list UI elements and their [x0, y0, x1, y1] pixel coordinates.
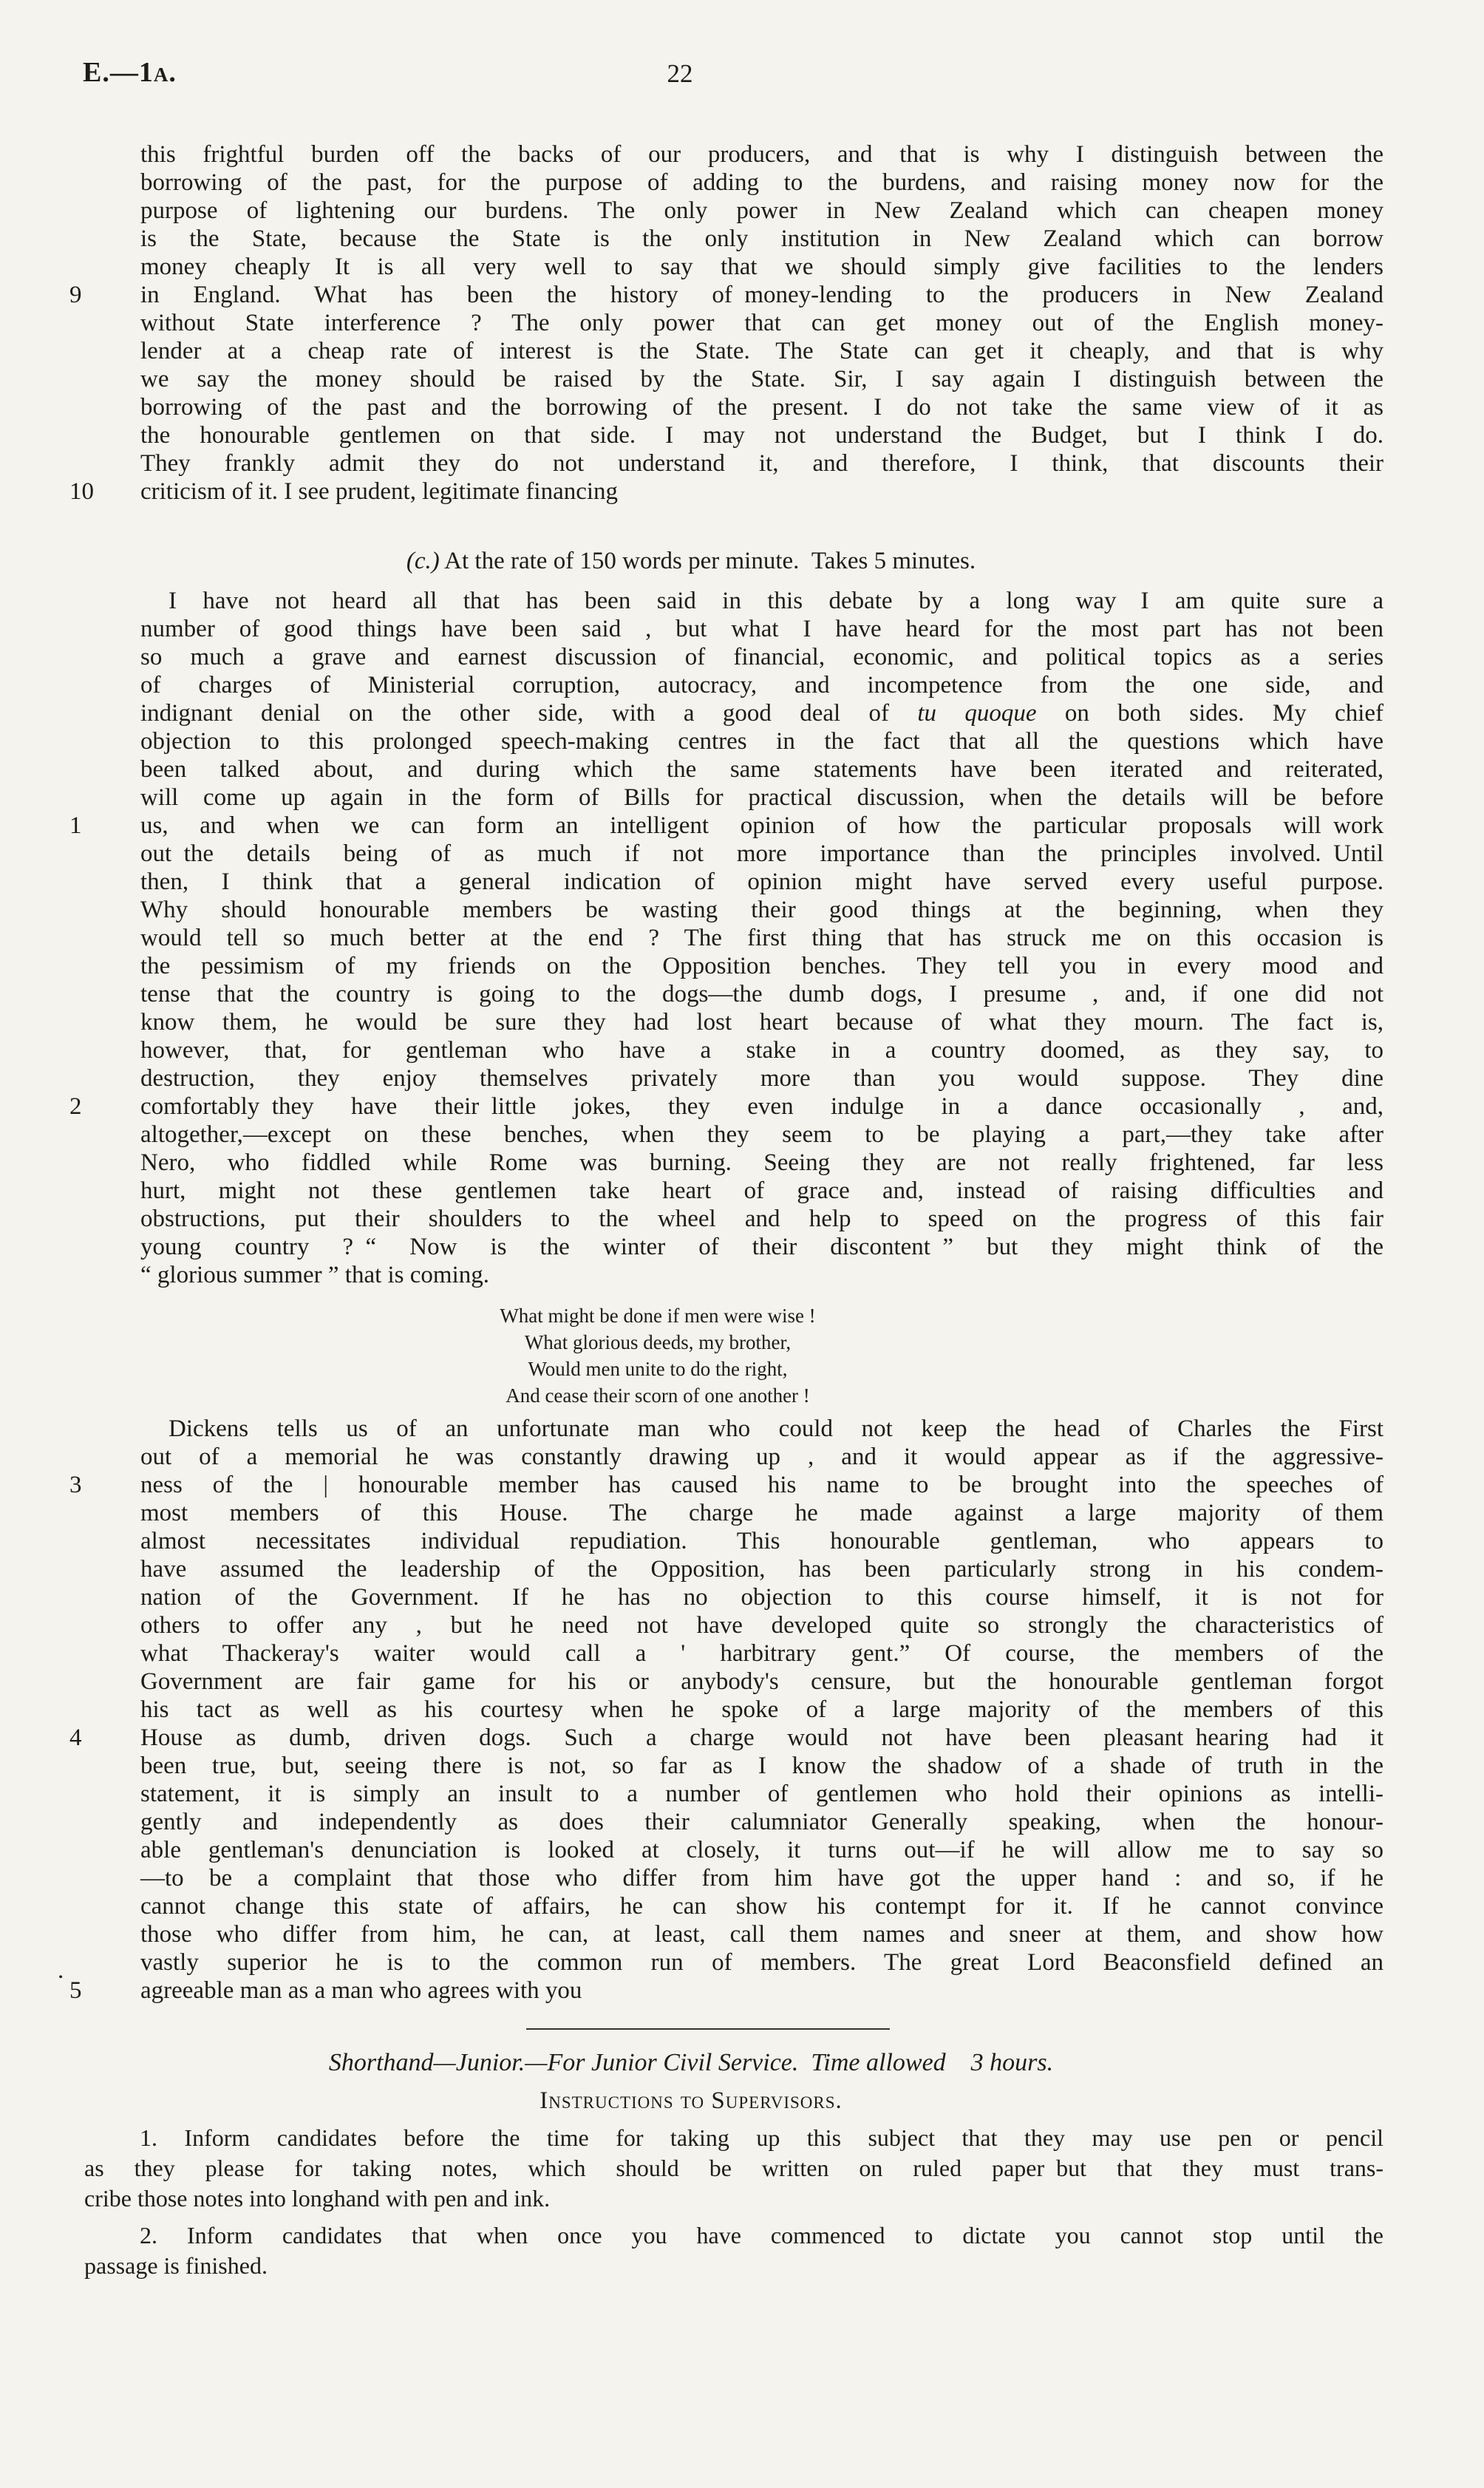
- line-text: Why should honourable members be wasting their good things at the beginning, when they: [140, 897, 1383, 923]
- line-text: agreeable man as a man who agrees with you: [140, 1977, 582, 2004]
- text-line: [69, 477, 1383, 506]
- line-text: nation of the Government. If he has no objection to this course himself, it is not for: [140, 1584, 1383, 1611]
- text-line: [140, 1443, 1383, 1471]
- text-line: [140, 1555, 1383, 1583]
- text-line: [140, 1415, 1383, 1443]
- line-text: been true, but, seeing there is not, so far as I know the shadow of a shade of truth in the: [140, 1753, 1383, 1779]
- text-line: [140, 1752, 1383, 1780]
- text-line: [140, 1499, 1383, 1527]
- text-line: [0, 1356, 1315, 1382]
- line-text: will come up again in the form of Bills for practical discussion, when the details will be before: [140, 784, 1383, 811]
- dictation-passage-c: [69, 587, 1384, 1289]
- line-text: is the State, because the State is the only institution in New Zealand which can borrow: [140, 225, 1383, 252]
- line-text: I have not heard all that has been said in this debate by a long way I am quite sure a: [169, 588, 1383, 614]
- line-text: the honourable gentlemen on that side. I may not understand the Budget, but I think I do.: [140, 422, 1383, 449]
- line-text: And cease their scorn of one another !: [506, 1384, 810, 1407]
- line-text: us, and when we can form an intelligent opinion of how the particular proposals will work: [140, 812, 1383, 839]
- line-text: (c.) At the rate of 150 words per minute. Takes 5 minutes.: [406, 548, 976, 574]
- line-text: objection to this prolonged speech-making centres in the fact that all the questions which have: [140, 728, 1383, 755]
- text-line: [140, 1527, 1383, 1555]
- text-line: [69, 281, 1383, 309]
- text-line: [140, 309, 1383, 337]
- dictation-passage-b-continuation: [69, 140, 1383, 506]
- margin-line-number: 2: [69, 1093, 82, 1120]
- line-text: others to offer any , but he need not have developed quite so strongly the characteristics of: [140, 1612, 1383, 1639]
- line-text: number of good things have been said , but what I have heard for the most part has not been: [140, 616, 1383, 642]
- text-line: [140, 1177, 1383, 1205]
- text-line: [140, 643, 1383, 671]
- text-line: [140, 169, 1383, 197]
- text-line: [140, 1836, 1383, 1864]
- line-text: lender at a cheap rate of interest is the State. The State can get it cheaply, and that is why: [140, 338, 1383, 364]
- text-line: [140, 1639, 1383, 1668]
- text-line: [140, 896, 1383, 924]
- line-text: we say the money should be raised by the State. Sir, I say again I distinguish between the: [140, 366, 1383, 392]
- text-line: [140, 699, 1383, 727]
- line-text: almost necessitates individual repudiation. This honourable gentleman, who appears to: [140, 1528, 1383, 1554]
- text-line: [0, 1382, 1315, 1409]
- line-text: Would men unite to do the right,: [528, 1358, 788, 1380]
- margin-line-number: 1: [69, 812, 82, 839]
- text-line: [140, 1008, 1383, 1036]
- margin-line-number: 5: [69, 1977, 82, 2004]
- text-line: [140, 1149, 1383, 1177]
- text-line: [140, 365, 1383, 393]
- text-line: [140, 755, 1383, 784]
- line-text: destruction, they enjoy themselves privately more than you would suppose. They dine: [140, 1065, 1383, 1092]
- text-line: [84, 2123, 1383, 2153]
- line-text: cribe those notes into longhand with pen and ink.: [84, 2185, 551, 2212]
- line-text: passage is finished.: [84, 2252, 268, 2279]
- text-line: [140, 868, 1383, 896]
- text-line: [140, 1121, 1383, 1149]
- line-text: most members of this House. The charge he made against a large majority of them: [140, 1500, 1383, 1526]
- line-text: 1. Inform candidates before the time for taking up this subject that they may use pen or pencil: [140, 2124, 1383, 2151]
- text-line: [140, 337, 1383, 365]
- instructions-heading: Instructions to Supervisors.: [540, 2087, 843, 2114]
- line-text: however, that, for gentleman who have a stake in a country doomed, as they say, to: [140, 1037, 1383, 1064]
- text-line: [70, 547, 1312, 575]
- line-text: What glorious deeds, my brother,: [524, 1331, 792, 1353]
- text-line: [140, 1611, 1383, 1639]
- text-line: [140, 1948, 1383, 1977]
- line-text: would tell so much better at the end ? The first thing that has struck me on this occasion is: [140, 925, 1383, 951]
- verse-quotation: [0, 1302, 1315, 1409]
- text-line: [84, 2153, 1383, 2183]
- text-line: [140, 1233, 1383, 1261]
- text-line: [84, 2251, 1383, 2281]
- line-text: without State interference ? The only power that can get money out of the English money-: [140, 310, 1383, 336]
- line-text: hurt, might not these gentlemen take heart of grace and, instead of raising difficulties and: [140, 1177, 1383, 1204]
- line-text: Government are fair game for his or anybody's censure, but the honourable gentleman forgot: [140, 1668, 1383, 1695]
- text-line: [140, 840, 1383, 868]
- line-text: what Thackeray's waiter would call a ' harbitrary gent.” Of course, the members of the: [140, 1640, 1383, 1667]
- section-divider-rule: [526, 2028, 890, 2030]
- line-text: this frightful burden off the backs of our producers, and that is why I distinguish between the: [140, 141, 1383, 168]
- line-text: those who differ from him, he can, at least, call them names and sneer at them, and show how: [140, 1921, 1383, 1948]
- line-text: 2. Inform candidates that when once you have commenced to dictate you cannot stop until the: [140, 2222, 1383, 2249]
- line-text: Dickens tells us of an unfortunate man who could not keep the head of Charles the First: [169, 1415, 1383, 1442]
- text-line: [140, 1583, 1383, 1611]
- text-line: [140, 1261, 1383, 1289]
- text-line: [140, 140, 1383, 169]
- scan-artifact-dot: .: [58, 1957, 64, 1984]
- margin-line-number: 4: [69, 1724, 82, 1751]
- text-line: [140, 587, 1383, 615]
- line-text: so much a grave and earnest discussion of financial, economic, and political topics as a series: [140, 644, 1383, 670]
- line-text: borrowing of the past, for the purpose of adding to the burdens, and raising money now for the: [140, 169, 1383, 196]
- line-text: vastly superior he is to the common run of members. The great Lord Beaconsfield defined an: [140, 1949, 1383, 1976]
- text-line: [84, 2183, 1383, 2214]
- document-reference: E.—1a.: [83, 57, 177, 88]
- text-line: [140, 1808, 1383, 1836]
- text-line: [140, 393, 1383, 421]
- line-text: cannot change this state of affairs, he can show his contempt for it. If he cannot convince: [140, 1893, 1383, 1920]
- line-text: young country ? “ Now is the winter of their discontent ” but they might think of the: [140, 1234, 1383, 1260]
- line-text: of charges of Ministerial corruption, autocracy, and incompetence from the one side, and: [140, 672, 1383, 699]
- line-text: “ glorious summer ” that is coming.: [140, 1262, 490, 1288]
- line-text: then, I think that a general indication of opinion might have served every useful purpose.: [140, 869, 1383, 895]
- passage-c-heading: [70, 547, 1312, 575]
- line-text: indignant denial on the other side, with a good deal of tu quoque on both sides. My chief: [140, 700, 1384, 727]
- text-line: [140, 1064, 1383, 1092]
- line-text: have assumed the leadership of the Opposition, has been particularly strong in his condem-: [140, 1556, 1383, 1583]
- line-text: know them, he would be sure they had lost heart because of what they mourn. The fact is,: [140, 1009, 1383, 1036]
- line-text: money cheaply It is all very well to say that we should simply give facilities to the lenders: [140, 254, 1383, 280]
- text-line: [140, 924, 1383, 952]
- line-text: Nero, who fiddled while Rome was burning. Seeing they are not really frightened, far less: [140, 1149, 1383, 1176]
- text-line: [84, 2220, 1383, 2251]
- text-line: [140, 615, 1383, 643]
- margin-line-number: 9: [69, 282, 82, 308]
- text-line: [140, 1920, 1383, 1948]
- text-line: [69, 1977, 1383, 2005]
- text-line: [140, 980, 1383, 1008]
- text-line: [0, 1302, 1315, 1329]
- text-line: [140, 421, 1383, 449]
- text-line: [140, 1668, 1383, 1696]
- text-line: [69, 1092, 1383, 1121]
- text-line: [140, 225, 1383, 253]
- margin-line-number: 3: [69, 1472, 82, 1498]
- line-text: gently and independently as does their calumniator Generally speaking, when the honour-: [140, 1809, 1383, 1835]
- line-text: the pessimism of my friends on the Opposition benches. They tell you in every mood and: [140, 953, 1383, 979]
- line-text: his tact as well as his courtesy when he spoke of a large majority of the members of this: [140, 1696, 1383, 1723]
- text-line: [140, 1864, 1383, 1892]
- line-text: out of a memorial he was constantly drawing up , and it would appear as if the aggressive-: [140, 1444, 1383, 1470]
- text-line: [140, 449, 1383, 477]
- text-line: [140, 1205, 1383, 1233]
- text-line: [140, 784, 1383, 812]
- line-text: altogether,—except on these benches, when they seem to be playing a part,—they take after: [140, 1121, 1383, 1148]
- text-line: [69, 1471, 1383, 1499]
- text-line: [69, 1724, 1383, 1752]
- text-line: [140, 253, 1383, 281]
- line-text: criticism of it. I see prudent, legitimate financing: [140, 478, 619, 505]
- text-line: [140, 952, 1383, 980]
- margin-line-number: 10: [69, 478, 94, 505]
- line-text: able gentleman's denunciation is looked at closely, it turns out—if he will allow me to say so: [140, 1837, 1383, 1863]
- line-text: comfortably they have their little jokes, they even indulge in a dance occasionally , and,: [140, 1093, 1383, 1120]
- text-line: [140, 197, 1383, 225]
- line-text: in England. What has been the history of money-lending to the producers in New Zealand: [140, 282, 1383, 308]
- supervisor-instruction-1: [84, 2123, 1383, 2214]
- text-line: [140, 1892, 1383, 1920]
- line-text: House as dumb, driven dogs. Such a charge would not have been pleasant hearing had it: [140, 1724, 1383, 1751]
- line-text: What might be done if men were wise !: [500, 1305, 816, 1327]
- text-line: [140, 1036, 1383, 1064]
- page-number: 22: [667, 59, 693, 88]
- text-line: [140, 727, 1383, 755]
- dictation-passage-dickens: [69, 1415, 1383, 2005]
- exam-section-title: Shorthand—Junior.—For Junior Civil Service. Time allowed 3 hours.: [328, 2049, 1054, 2076]
- text-line: [69, 812, 1383, 840]
- line-text: borrowing of the past and the borrowing of the present. I do not take the same view of it as: [140, 394, 1383, 421]
- line-text: statement, it is simply an insult to a number of gentlemen who hold their opinions as intelli-: [140, 1781, 1383, 1807]
- line-text: been talked about, and during which the same statements have been iterated and reiterated,: [140, 756, 1383, 783]
- line-text: —to be a complaint that those who differ from him have got the upper hand : and so, if he: [140, 1865, 1383, 1892]
- line-text: ness of the | honourable member has caused his name to be brought into the speeches of: [140, 1472, 1383, 1498]
- text-line: [140, 671, 1383, 699]
- supervisor-instruction-2: [84, 2220, 1383, 2281]
- line-text: as they please for taking notes, which should be written on ruled paper but that they must trans-: [84, 2155, 1383, 2181]
- line-text: obstructions, put their shoulders to the wheel and help to speed on the progress of this fair: [140, 1206, 1383, 1232]
- line-text: out the details being of as much if not more importance than the principles involved. Until: [140, 840, 1383, 867]
- text-line: [140, 1780, 1383, 1808]
- text-line: [0, 1329, 1315, 1356]
- line-text: purpose of lightening our burdens. The only power in New Zealand which can cheapen money: [140, 197, 1383, 224]
- text-line: [140, 1696, 1383, 1724]
- line-text: tense that the country is going to the dogs—the dumb dogs, I presume , and, if one did not: [140, 981, 1383, 1007]
- line-text: They frankly admit they do not understand it, and therefore, I think, that discounts their: [140, 450, 1383, 477]
